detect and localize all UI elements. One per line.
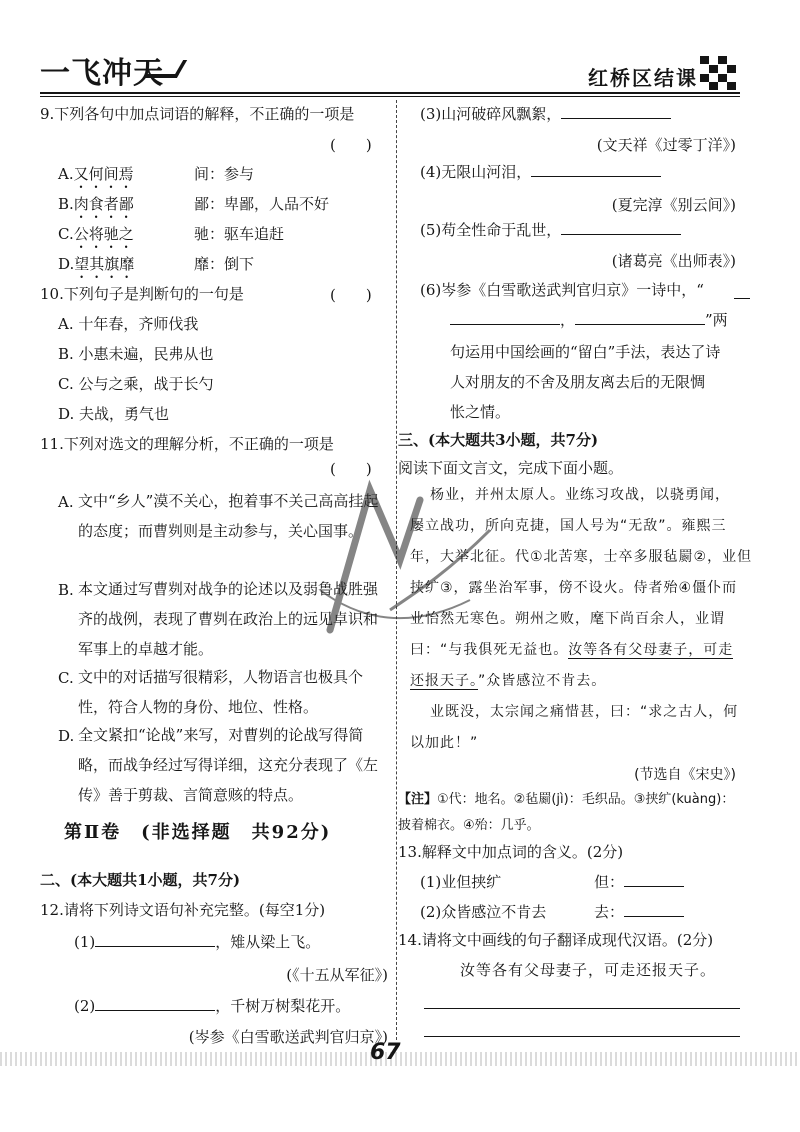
q9-option-a[interactable]: A.又何间焉 (58, 165, 134, 183)
passage-line-1: 杨业，并州太原人。业练习攻战，以骁勇闻， (430, 487, 730, 503)
q9-answer-paren[interactable]: ( ) (330, 136, 372, 154)
q9-option-d[interactable]: D.望其旗靡 (58, 255, 135, 273)
passage-line-4: 挟纩③，露坐治军事，傍不设火。侍者殆④僵仆而 (410, 580, 738, 596)
q12-blank-5[interactable] (561, 220, 681, 235)
brand-title: 一飞冲天 (40, 56, 164, 91)
q12-item3: (3)山河破碎风飘絮， (420, 104, 671, 124)
q11-option-b-label[interactable]: B. (58, 581, 74, 599)
q13-blank-1[interactable] (624, 872, 684, 887)
q12-item1: (1) ，雉从梁上飞。 (74, 933, 321, 951)
q12-item6-stem: (6)岑参《白雪歌送武判官归京》一诗中，“ (420, 281, 704, 299)
q12-blank-1[interactable] (95, 932, 215, 947)
q12-item1-source: (《十五从军征》) (286, 966, 388, 984)
q12-item5-source: (诸葛亮《出师表》) (611, 252, 736, 270)
q11-option-a-text[interactable]: 文中“乡人”漠不关心，抱着事不关己高高挂起的态度；而曹刿则是主动参与，关心国事。 (78, 492, 379, 540)
q13-item1-word: 但： (594, 872, 684, 892)
notes-line2: 披着棉衣。④殆：几乎。 (398, 818, 540, 833)
q9-option-b[interactable]: B.肉食者鄙 (58, 195, 134, 213)
q12-item6-line3: 怅之情。 (450, 403, 511, 421)
header-rule (40, 92, 740, 94)
q13-stem: 13.解释文中加点词的含义。(2分) (398, 843, 624, 861)
page-number: 67 (370, 1040, 401, 1065)
passage-line-8: 业既没，太宗闻之痛惜甚，曰：“求之古人，何 (430, 704, 739, 720)
q9-option-c-gloss: 驰：驱车追赶 (194, 225, 285, 243)
q11-option-c-label[interactable]: C. (58, 669, 74, 687)
district-label: 红桥区结课 (588, 66, 698, 90)
q10-stem: 10.下列句子是判断句的一句是 (40, 285, 244, 303)
passage-line-7: 还报天子。”众皆感泣不肯去。 (410, 673, 607, 689)
q10-option-d[interactable]: D. 夫战，勇气也 (58, 405, 170, 423)
passage-line-5: 业怡然无寒色。朔州之败，麾下尚百余人，业谓 (410, 611, 725, 627)
passage-line-2: 屡立战功，所向克捷，国人号为“无敌”。雍熙三 (410, 518, 727, 534)
underlined-sentence-part1: 汝等各有父母妻子，可走 (568, 642, 734, 658)
q12-blank-6a[interactable] (450, 310, 560, 325)
q9-option-b-gloss: 鄙：卑鄙，人品不好 (194, 195, 330, 213)
q11-option-d-label[interactable]: D. (58, 727, 75, 745)
passage-line-9: 以加此！” (410, 735, 479, 751)
q13-item2-word: 去： (594, 902, 684, 922)
q11-option-c-text[interactable]: 文中的对话描写很精彩，人物语言也极具个性，符合人物的身份、地位、性格。 (78, 668, 364, 716)
watermark-stamp-icon (300, 470, 500, 670)
q10-option-b[interactable]: B. 小惠未遍，民弗从也 (58, 345, 214, 363)
q12-item2: (2) ，千树万树梨花开。 (74, 997, 351, 1015)
q9-option-c[interactable]: C.公将驰之 (58, 225, 134, 243)
q9-option-a-gloss: 间：参与 (194, 165, 255, 183)
q14-answer-line-2[interactable] (424, 1036, 740, 1037)
q12-item3-source: (文天祥《过零丁洋》) (596, 136, 736, 154)
section2-heading: 二、(本大题共1小题，共7分) (40, 871, 241, 889)
q11-answer-paren[interactable]: ( ) (330, 460, 372, 478)
section3-intro: 阅读下面文言文，完成下面小题。 (398, 459, 624, 477)
q12-item5: (5)苟全性命于乱世， (420, 220, 681, 240)
q12-item4: (4)无限山河泪， (420, 162, 661, 182)
passage-line-6: 曰：“与我俱死无益也。汝等各有父母妻子，可走 (410, 642, 734, 658)
q11-option-d-text[interactable]: 全文紧扣“论战”来写，对曹刿的论战写得简略，而战争经过写得详细，这充分表现了《左传》善于剪裁、言简意赅的特点。 (78, 726, 379, 804)
passage-source: (节选自《宋史》) (634, 767, 736, 783)
header-rule-thin (40, 96, 740, 97)
q12-stem: 12.请将下列诗文语句补充完整。(每空1分) (40, 901, 326, 919)
q12-blank-3[interactable] (561, 104, 671, 119)
q11-stem: 11.下列对选文的理解分析，不正确的一项是 (40, 435, 334, 453)
q14-stem: 14.请将文中画线的句子翻译成现代汉语。(2分) (398, 931, 714, 949)
q10-answer-paren[interactable]: ( ) (330, 286, 372, 304)
q11-option-a-label[interactable]: A. (58, 493, 74, 511)
q9-option-d-gloss: 靡：倒下 (194, 255, 255, 273)
q12-item6-line2: 人对朋友的不舍及朋友离去后的无限惆 (450, 373, 706, 391)
q11-option-b-text[interactable]: 本文通过写曹刿对战争的论述以及弱鲁战胜强齐的战例，表现了曹刿在政治上的远见卓识和军事上的卓越才能。 (78, 580, 379, 658)
q12-blank-6b[interactable] (575, 310, 705, 325)
part2-title: 第Ⅱ卷 (非选择题 共92分) (64, 822, 332, 843)
passage-line-3: 年，大举北征。代①北苦寒，士卒多服毡罽②，业但 (410, 549, 753, 565)
underlined-sentence-part2: 还报天子。 (410, 673, 478, 689)
q9-stem: 9.下列各句中加点词语的解释，不正确的一项是 (40, 105, 355, 123)
q12-blank-4[interactable] (531, 162, 661, 177)
section3-heading: 三、(本大题共3小题，共7分) (398, 431, 599, 449)
q10-option-c[interactable]: C. 公与之乘，战于长勺 (58, 375, 214, 393)
q14-answer-line-1[interactable] (424, 1008, 740, 1009)
notes-line1: 【注】①代：地名。②毡罽(jì)：毛织品。③挟纩(kuàng)： (398, 792, 735, 807)
q12-item6-line1: 句运用中国绘画的“留白”手法，表达了诗 (450, 343, 721, 361)
q13-item1: (1)业但挟纩 (420, 873, 502, 891)
q13-item2: (2)众皆感泣不肯去 (420, 903, 547, 921)
q12-blank-6a-lead[interactable] (734, 284, 750, 299)
checker-logo-icon (700, 56, 736, 90)
q14-sentence: 汝等各有父母妻子，可走还报天子。 (460, 961, 717, 979)
q12-item6-blanks: ， ”两 (450, 310, 728, 330)
q13-blank-2[interactable] (624, 902, 684, 917)
q10-option-a[interactable]: A. 十年春，齐师伐我 (58, 315, 199, 333)
q12-blank-2[interactable] (95, 996, 215, 1011)
q12-item4-source: (夏完淳《别云间》) (611, 196, 736, 214)
q12-item2-source: (岑参《白雪歌送武判官归京》) (188, 1028, 388, 1046)
